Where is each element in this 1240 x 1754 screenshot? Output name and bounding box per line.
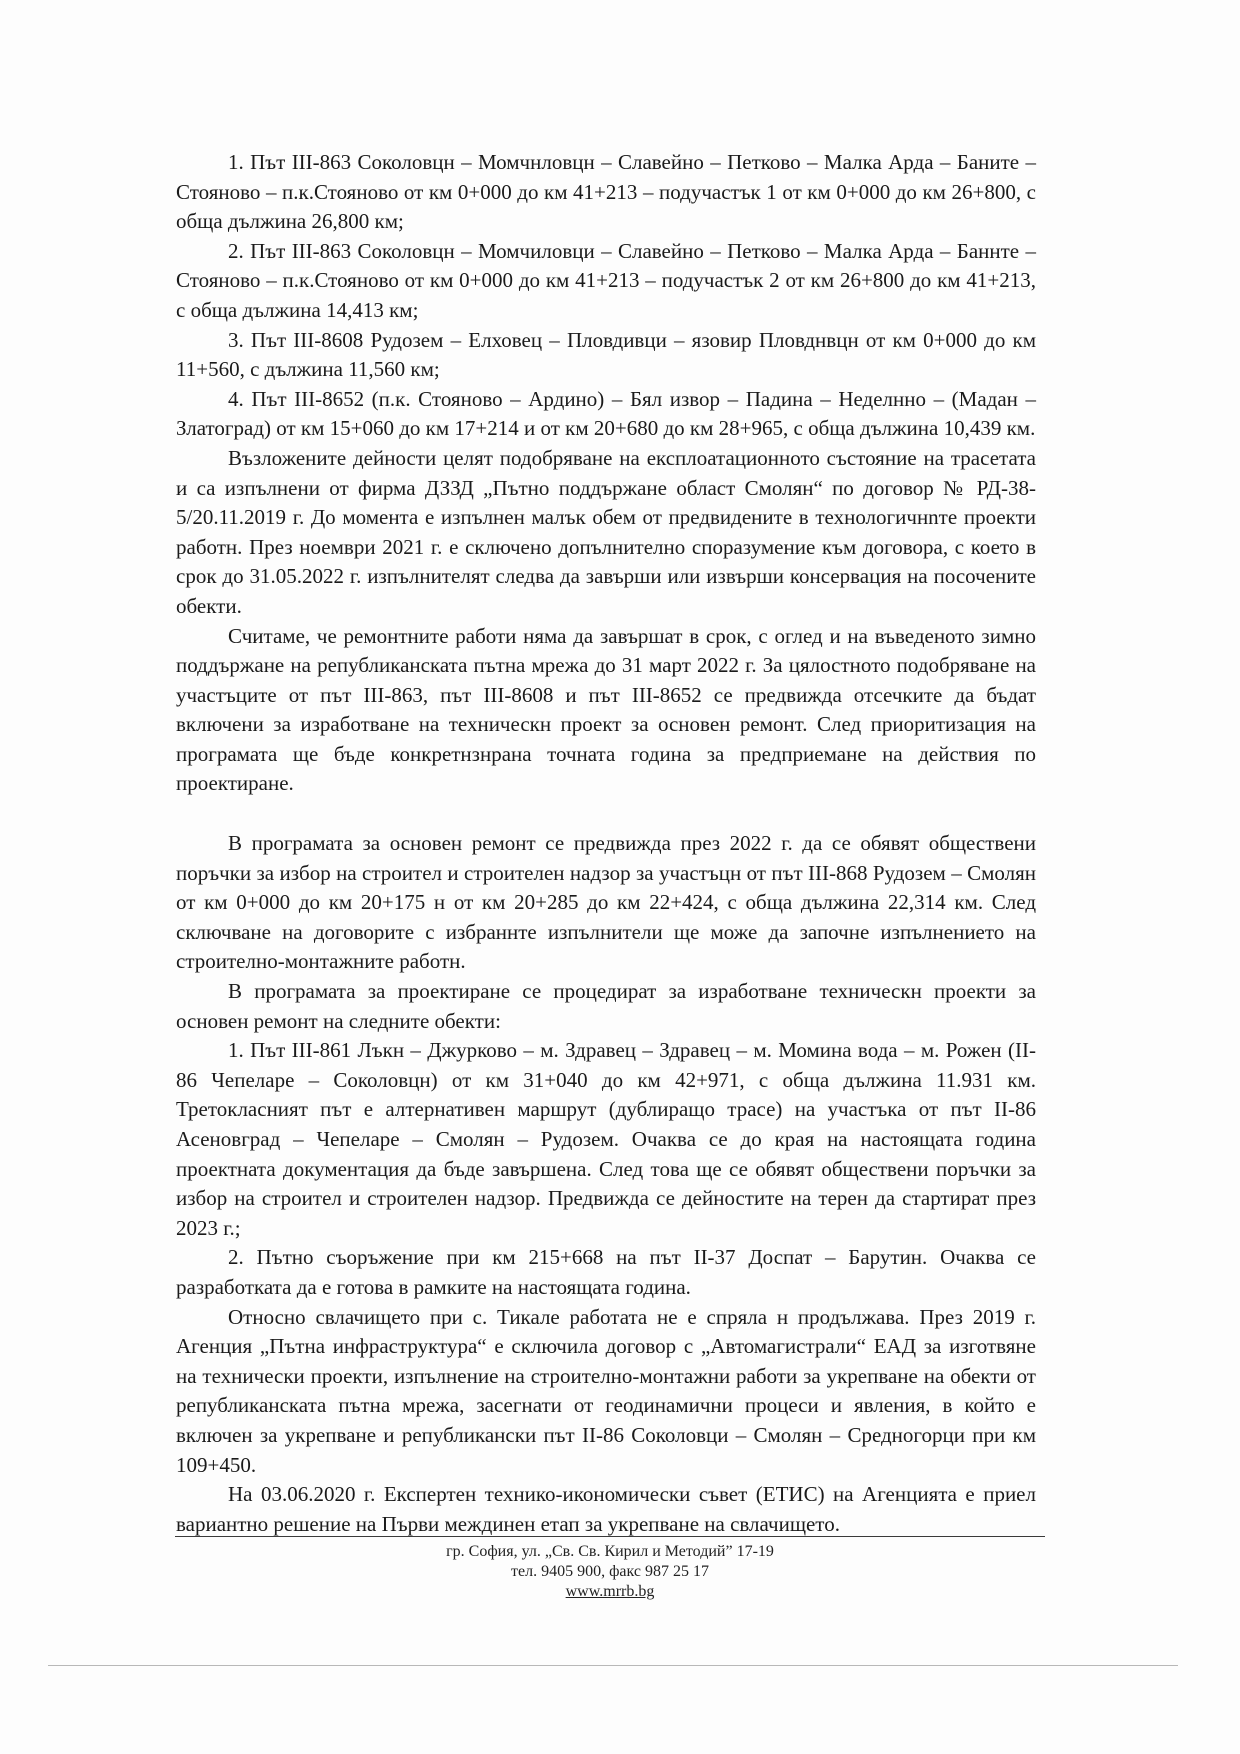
paragraph-landslide-tikale: Относно свлачището при с. Тикале работата не е спряла н продължава. През 2019 г. Агенция „Пътна инфраструктура“ е сключила договор с „Автомагистрали“ ЕАД за изготвяне на технически проекти, изпълнение на строително-монтажни работи за укрепване на обекти от републиканската пътна мрежа, засегнати от геодинамични процеси и явления, в който е включен за укрепване и републикански път II-86 Соколовци – Смолян – Средногорци при км 109+450. xyxy=(176,1304,1036,1477)
paragraph-etis-decision: На 03.06.2020 г. Експертен технико-икономически съвет (ЕТИС) на Агенцията е приел вариантно решение на Първи междинен етап за укрепване на свлачището. xyxy=(176,1482,1036,1536)
scan-edge-line xyxy=(48,1665,1178,1666)
paragraph-major-repair-program: В програмата за основен ремонт се предвижда през 2022 г. да се обявят обществени поръчки за избор на строител и строителен надзор за участъцн от път III-868 Рудозем – Смолян от км 0+000 до км 20+175 н от км 20+285 до км 22+424, с обща дължина 22,314 км. След сключване на договорите с избраннте изпълнители ще може да започне изпълнението на строително-монтажните работн. xyxy=(176,831,1036,974)
paragraph-assigned-activities: Възложените дейности целят подобряване на експлоатационното състояние на трасетата и са изпълнени от фирма ДЗЗД „Пътно поддържане област Смолян“ по договор № РД-38-5/20.11.2019 г. До момента е изпълнен малък обем от предвидените в технологичнnте проекти работн. През ноември 2021 г. е сключено допълнително споразумение към договора, с което в срок до 31.05.2022 г. изпълнителят следва да завърши или извърши консервация на посочените обекти. xyxy=(176,445,1036,618)
paragraph-design-item-2: 2. Пътно съоръжение при км 215+668 на път II-37 Доспат – Барутин. Очаква се разработката да е готова в рамките на настоящата година. xyxy=(176,1245,1036,1299)
document-body xyxy=(176,148,1036,1539)
paragraph-road-item-2: 2. Път III-863 Соколовцн – Момчиловци – Славейно – Петково – Малка Арда – Баннте – Стояново – п.к.Стояново от км 0+000 до км 41+213 – подучастък 2 от км 26+800 до км 41+213, с обща дължина 14,413 км; xyxy=(176,238,1036,322)
paragraph-design-program-intro: В програмата за проектиране се процедират за изработване техническн проекти за основен ремонт на следните обекти: xyxy=(176,979,1036,1033)
footer-website-link[interactable]: www.mrrb.bg xyxy=(565,1583,655,1600)
footer-divider xyxy=(175,1536,1045,1537)
paragraph-repair-deadline: Считаме, че ремонтните работи няма да завършат в срок, с оглед и на въведеното зимно поддържане на републиканската пътна мрежа до 31 март 2022 г. За цялостното подобряване на участъците от път III-863, път III-8608 и път III-8652 се предвижда отсечките да бъдат включени за изработване на техническн проект за основен ремонт. След приоритизация на програмата ще бъде конкретнзнрана точната година за предприемане на действия по проектиране. xyxy=(176,623,1036,796)
footer-address: гр. София, ул. „Св. Св. Кирил и Методий” 17-19 xyxy=(446,1543,774,1560)
document-footer xyxy=(175,1542,1045,1602)
paragraph-road-item-1: 1. Път III-863 Соколовцн – Момчнловцн – Славейно – Петково – Малка Арда – Баните – Стояново – п.к.Стояново от км 0+000 до км 41+213 – подучастък 1 от км 0+000 до км 26+800, с обща дължина 26,800 км; xyxy=(176,150,1036,234)
paragraph-design-item-1: 1. Път III-861 Лъкн – Джурково – м. Здравец – Здравец – м. Момина вода – м. Рожен (II-86 Чепеларе – Соколовцн) от км 31+040 до км 42+971, с обща дължина 11.931 км. Третокласният път е алтернативен маршрут (дублиращо трасе) на участъка от път II-86 Асеновград – Чепеларе – Смолян – Рудозем. Очаква се до края на настоящата година проектната документация да бъде завършена. След това ще се обявят обществени поръчки за избор на строител и строителен надзор. Предвижда се дейностите на терен да стартират през 2023 г.; xyxy=(176,1038,1036,1240)
footer-phone: тел. 9405 900, факс 987 25 17 xyxy=(510,1563,710,1580)
paragraph-road-item-3: 3. Път III-8608 Рудозем – Елховец – Пловдивци – язовир Пловднвцн от км 0+000 до км 11+560, с дължина 11,560 км; xyxy=(176,327,1036,382)
paragraph-road-item-4: 4. Път III-8652 (п.к. Стояново – Ардино) – Бял извор – Падина – Неделнно – (Мадан – Златоград) от км 15+060 до км 17+214 и от км 20+680 до км 28+965, с обща дължина 10,439 км. xyxy=(176,386,1036,441)
